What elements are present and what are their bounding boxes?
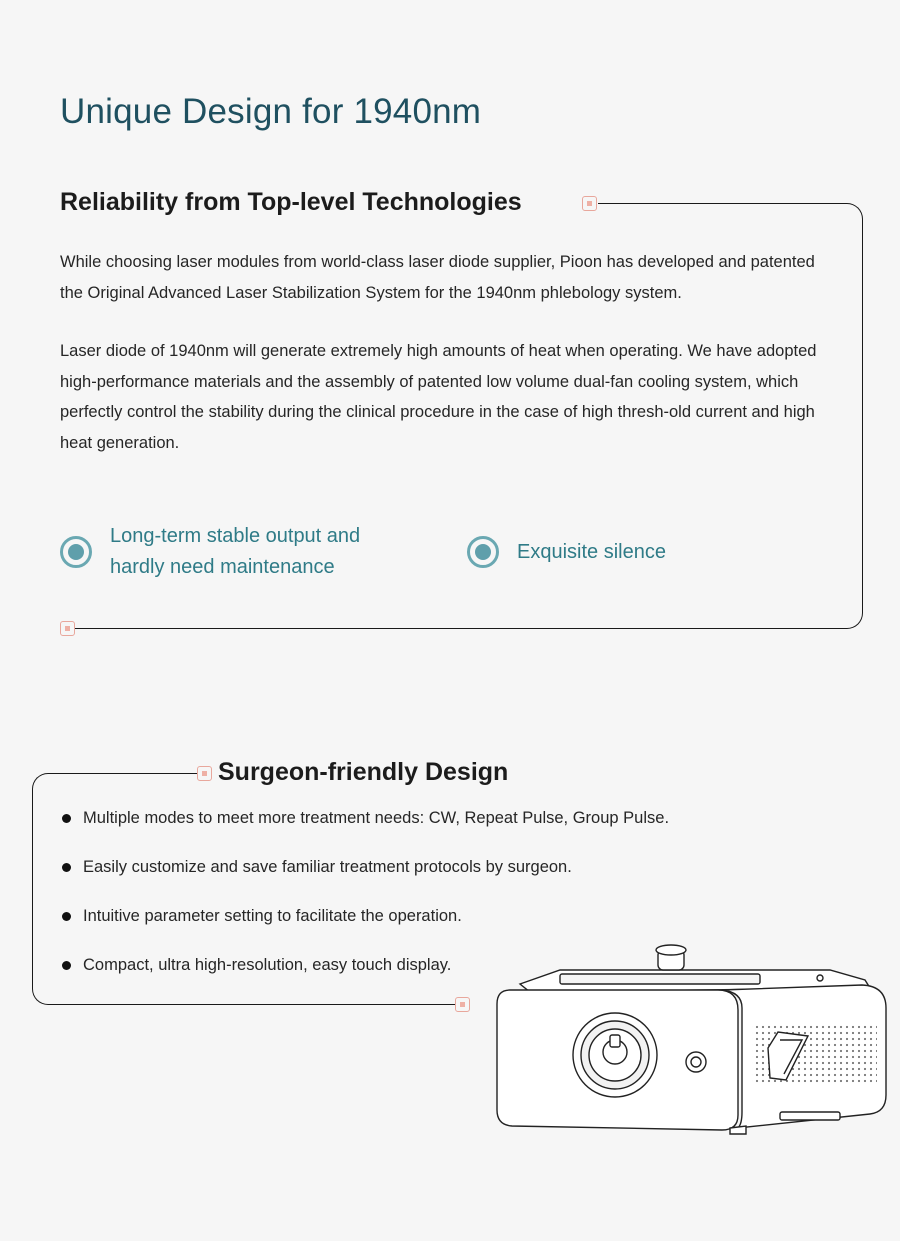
feature-silence — [467, 536, 666, 568]
feature-line: Exquisite silence — [517, 540, 666, 563]
bullet-icon — [62, 912, 71, 921]
bullet-text: Intuitive parameter setting to facilitate the operation. — [83, 907, 462, 925]
feature-label — [517, 537, 666, 568]
surgeon-title: Surgeon-friendly Design — [218, 758, 509, 786]
frame-marker-icon — [582, 196, 597, 211]
list-item — [62, 854, 669, 903]
reliability-paragraph-2: Laser diode of 1940nm will generate extremely high amounts of heat when operating. We have adopted high-performance materials and the assembly of patented low volume dual-fan cooling system, which perfectly control the stability during the clinical procedure in the case of high thresh-old current and high heat generation. — [60, 342, 817, 452]
ring-dot-icon — [467, 536, 499, 568]
ring-dot-icon — [60, 536, 92, 568]
feature-line: hardly need maintenance — [110, 556, 335, 578]
laser-device-illustration — [490, 940, 890, 1140]
frame-marker-icon — [197, 766, 212, 781]
list-item — [62, 805, 669, 854]
reliability-paragraph-1: While choosing laser modules from world-class laser diode supplier, Pioon has developed and patented the Original Advanced Laser Stabilization System for the 1940nm phlebology system. — [60, 253, 815, 302]
reliability-title: Reliability from Top-level Technologies — [60, 188, 522, 216]
frame-marker-icon — [60, 621, 75, 636]
feature-stable-output — [60, 521, 360, 583]
bullet-icon — [62, 814, 71, 823]
feature-label — [110, 521, 360, 583]
bullet-icon — [62, 961, 71, 970]
bullet-text: Easily customize and save familiar treatment protocols by surgeon. — [83, 858, 572, 876]
bullet-text: Compact, ultra high-resolution, easy touch display. — [83, 956, 452, 974]
feature-line: Long-term stable output and — [110, 525, 361, 547]
bullet-text: Multiple modes to meet more treatment needs: CW, Repeat Pulse, Group Pulse. — [83, 809, 670, 827]
bullet-icon — [62, 863, 71, 872]
page-title: Unique Design for 1940nm — [60, 92, 482, 131]
